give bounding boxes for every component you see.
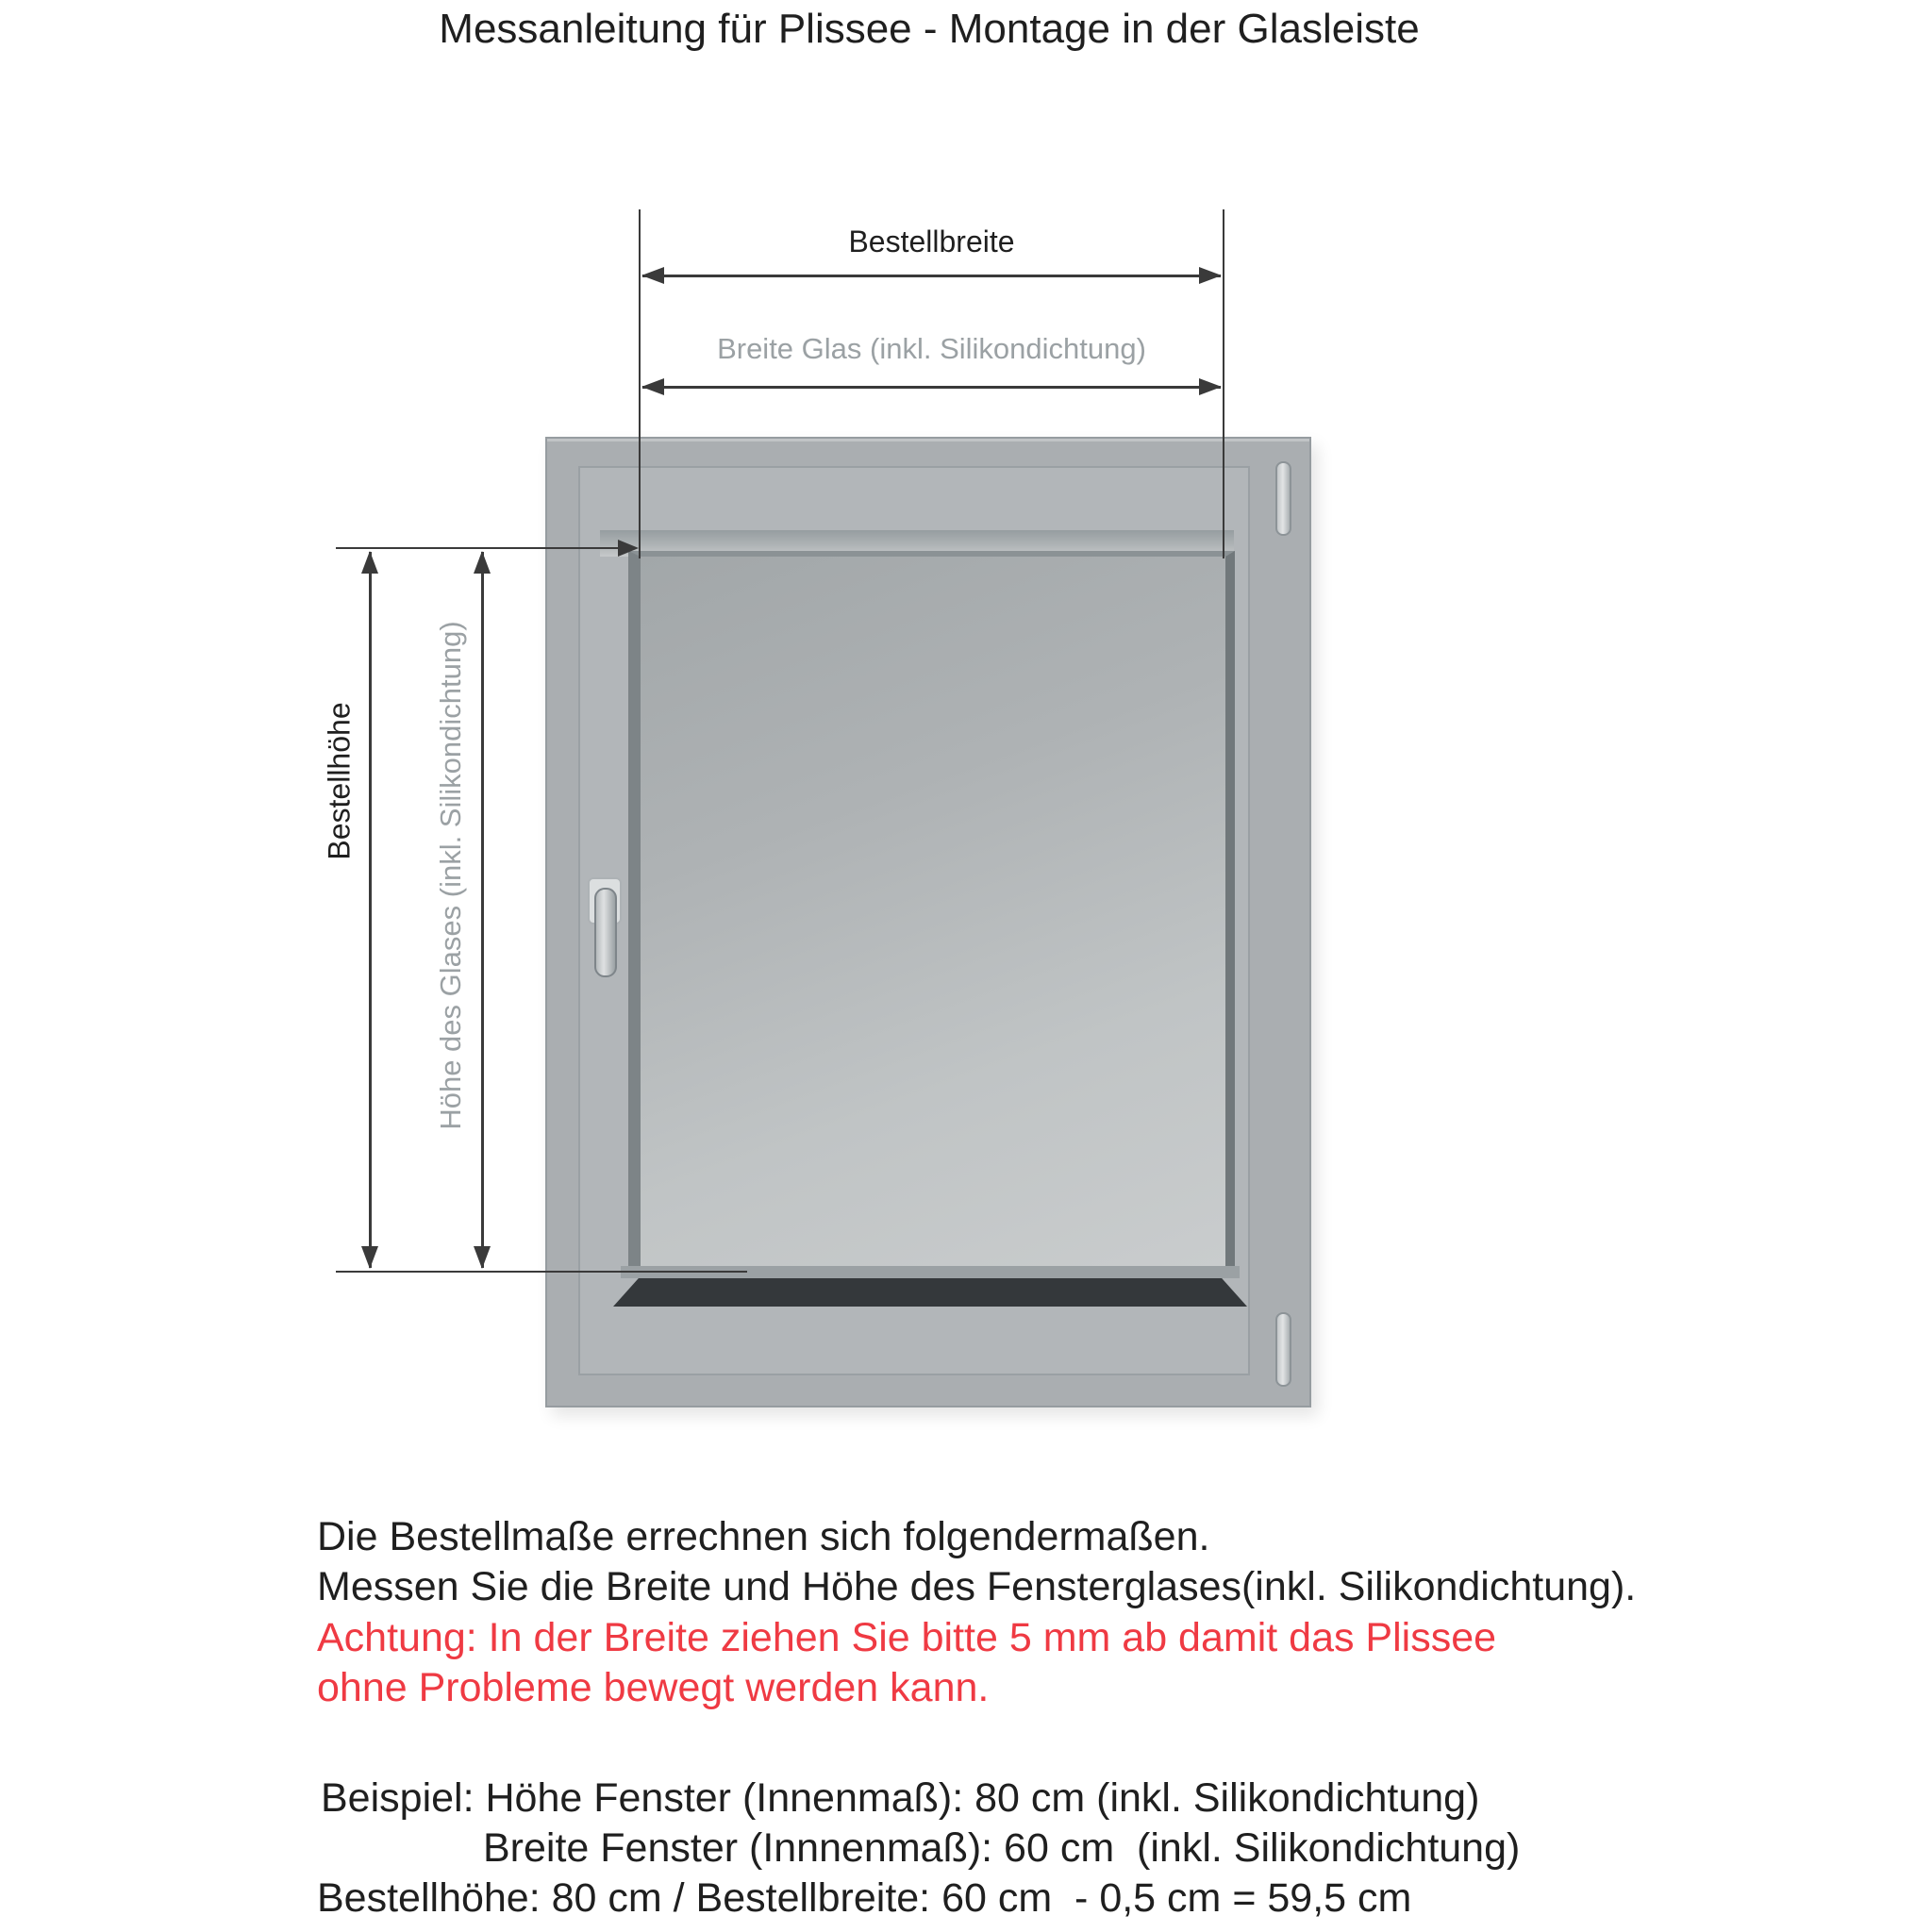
window-glass [628,551,1235,1266]
width-extension-line-right [1223,209,1224,558]
hinge-top-icon [1275,461,1291,536]
order-width-arrow [642,275,1221,277]
intro-line-2: Messen Sie die Breite und Höhe des Fensterglases(inkl. Silikondichtung). [317,1564,1637,1609]
intro-line-1: Die Bestellmaße errechnen sich folgendermaßen. [317,1514,1210,1559]
window-handle-lever [594,888,617,977]
order-width-label: Bestellbreite [848,225,1015,258]
example-line-1: Beispiel: Höhe Fenster (Innenmaß): 80 cm (inkl. Silikondichtung) [321,1775,1480,1821]
glass-height-arrow [481,552,484,1268]
page-title: Messanleitung für Plissee - Montage in der Glasleiste [439,6,1420,52]
glass-height-label: Höhe des Glases (inkl. Silikondichtung) [434,621,467,1130]
height-bottom-tick-line [336,1271,747,1273]
example-line-3: Bestellhöhe: 80 cm / Bestellbreite: 60 cm - 0,5 cm = 59,5 cm [317,1875,1412,1921]
order-height-arrow [369,552,372,1268]
warning-line-2: ohne Probleme bewegt werden kann. [317,1665,990,1710]
order-height-label: Bestellhöhe [322,702,357,860]
glazing-bead-bottom [613,1278,1247,1307]
example-line-2: Breite Fenster (Innnenmaß): 60 cm (inkl. Silikondichtung) [483,1825,1521,1871]
glass-width-label: Breite Glas (inkl. Silikondichtung) [717,332,1146,365]
height-top-tick-line [336,547,619,549]
width-extension-line-left [639,209,641,558]
warning-line-1: Achtung: In der Breite ziehen Sie bitte 5 mm ab damit das Plissee [317,1615,1497,1660]
hinge-bottom-icon [1275,1312,1291,1387]
glass-width-arrow [642,386,1221,389]
